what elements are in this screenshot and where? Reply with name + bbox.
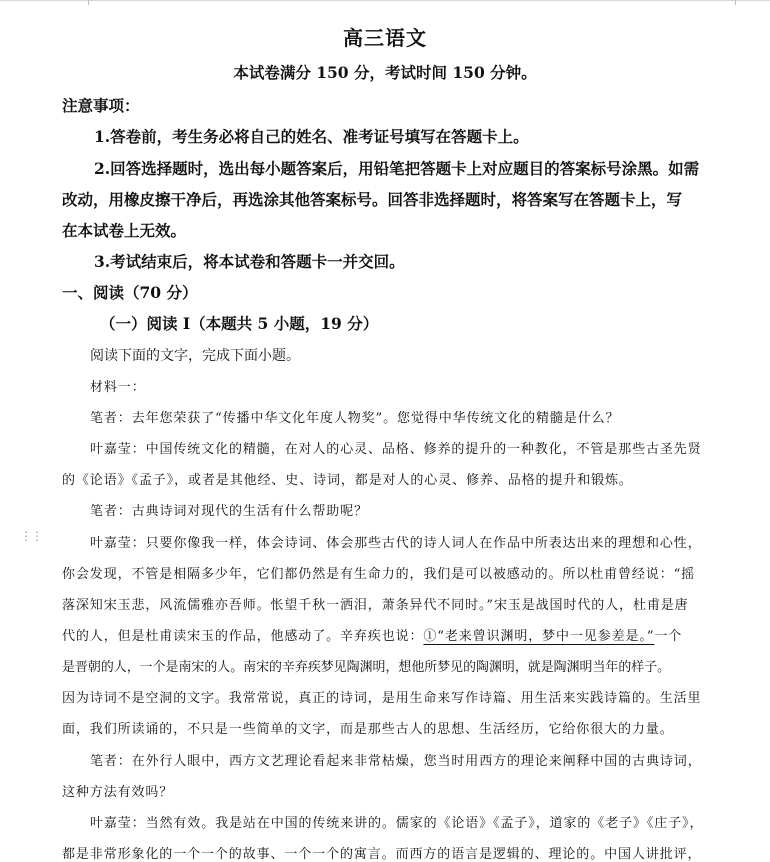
passage-line: 你会发现，不管是相隔多少年，它们都仍然是有生命力的，我们是可以被感动的。所以杜甫曾经说：“摇 <box>62 567 696 582</box>
passage-line: 是晋朝的人，一个是南宋的人。南宋的辛弃疾梦见陶渊明，想他所梦见的陶渊明，就是陶渊明当年的样子。 <box>62 660 671 675</box>
passage-line: 笔者：在外行人眼中，西方文艺理论看起来非常枯燥，您当时用西方的理论来阐释中国的古典诗词， <box>90 754 702 769</box>
passage-line: 的《论语》《孟子》，或者是其他经、史、诗词，都是对人的心灵、修养、品格的提升和锻炼。 <box>62 473 633 488</box>
passage-line: 面，我们所读诵的，不只是一些简单的文字，而是那些古人的思想、生活经历，它给你很大的力量。 <box>62 722 674 737</box>
passage-line: 落深知宋玉悲，风流儒雅亦吾师。怅望千秋一洒泪，萧条异代不同时。”宋玉是战国时代的人，杜甫是唐 <box>62 598 689 613</box>
passage-line: 叶嘉莹：只要你像我一样，体会诗词、体会那些古代的诗人词人在作品中所表达出来的理想和心性， <box>90 536 702 551</box>
page-subtitle: 本试卷满分 150 分，考试时间 150 分钟。 <box>233 63 537 82</box>
passage-line: 叶嘉莹：中国传统文化的精髓，在对人的心灵、品格、修养的提升的一种教化，不管是那些古圣先贤 <box>90 442 702 457</box>
notice-item-2: 2.回答选择题时，选出每小题答案后，用铅笔把答题卡上对应题目的答案标号涂黑。如需 <box>94 159 700 178</box>
drag-handle-icon[interactable]: ⋮⋮ <box>20 529 42 543</box>
instruction-text: 阅读下面的文字，完成下面小题。 <box>90 348 300 364</box>
page-title: 高三语文 <box>343 26 427 50</box>
passage-text: 代的人，但是杜甫读宋玉的作品，他感动了。辛弃疾也说： <box>62 629 424 644</box>
passage-line: 因为诗词不是空洞的文字。我常常说，真正的诗词，是用生命来写作诗篇、用生活来实践诗篇的。生活里 <box>62 691 702 706</box>
marked-quote: ①“老来曾识渊明，梦中一见参差是。” <box>423 629 655 644</box>
ruler-tick <box>735 0 736 5</box>
passage-line: 叶嘉莹：当然有效。我是站在中国的传统来讲的。儒家的《论语》《孟子》，道家的《老子》《庄子》， <box>90 816 704 831</box>
passage-text: 一个 <box>654 629 683 644</box>
notice-heading: 注意事项： <box>62 96 140 115</box>
passage-line: 都是非常形象化的一个一个的故事、一个一个的寓言。而西方的语言是逻辑的、理论的。中国人讲批评， <box>62 847 702 862</box>
passage-line: 这种方法有效吗？ <box>62 785 174 800</box>
material-label: 材料一： <box>90 380 146 395</box>
section-heading: 一、阅读（70 分） <box>62 283 198 302</box>
ruler-line <box>0 0 770 6</box>
notice-item-1: 1.答卷前，考生务必将自己的姓名、准考证号填写在答题卡上。 <box>94 127 529 146</box>
ruler-tick <box>88 0 89 5</box>
notice-item-2-cont: 在本试卷上无效。 <box>62 221 187 240</box>
sub-section-heading: （一）阅读 Ⅰ（本题共 5 小题，19 分） <box>100 314 379 333</box>
passage-line: 笔者：去年您荣获了“传播中华文化年度人物奖”。您觉得中华传统文化的精髓是什么？ <box>90 411 620 426</box>
notice-item-3: 3.考试结束后，将本试卷和答题卡一并交回。 <box>94 252 405 271</box>
passage-line <box>62 625 682 644</box>
notice-item-2-cont: 改动，用橡皮擦干净后，再选涂其他答案标号。回答非选择题时，将答案写在答题卡上，写 <box>62 190 683 209</box>
passage-line: 笔者：古典诗词对现代的生活有什么帮助呢？ <box>90 504 369 519</box>
